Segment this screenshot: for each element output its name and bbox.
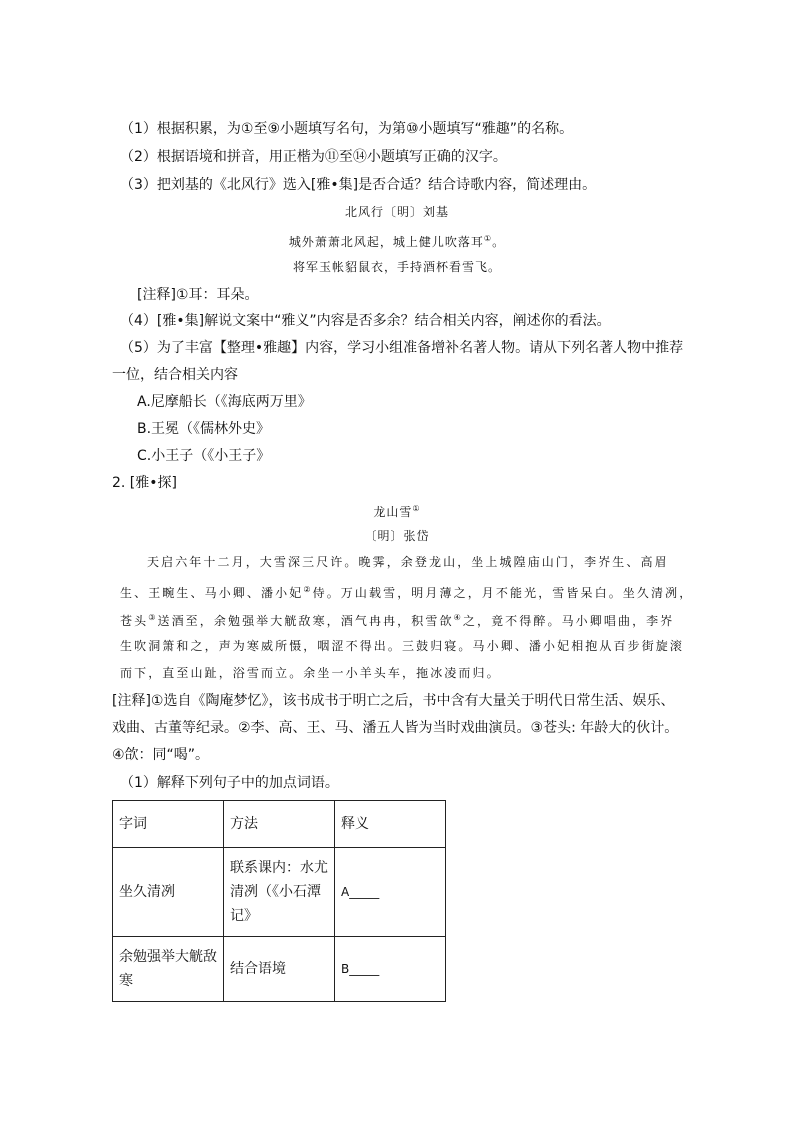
q1-item-5-cont: 一位，结合相关内容 [112, 367, 238, 383]
table-header: 释义 [335, 801, 446, 848]
q2-sub-1: （1）解释下列句子中的加点词语。 [120, 775, 339, 791]
table-header-row [113, 801, 446, 848]
notes-line-2: 戏曲、古董等纪录。②李、高、王、马、潘五人皆为当时戏曲演员。③苍头: 年龄大的伙计。 [112, 720, 679, 736]
q1-item-4: （4）[雅•集]解说文案中“雅义”内容是否多余？结合相关内容，阐述你的看法。 [120, 313, 611, 329]
prose-line-4: 生吹洞箫和之，声为寒威所慑，咽涩不得出。三鼓归寝。马小卿、潘小妃相抱从百步街旋滚 [120, 639, 685, 653]
option-b: B.王冕（《儒林外史》 [137, 421, 271, 437]
poem-note: [注释]①耳：耳朵。 [137, 287, 259, 303]
q1-item-3: （3）把刘基的《北风行》选入[雅•集]是否合适？结合诗歌内容，简述理由。 [120, 177, 597, 193]
notes-line-3: ④欱：同“喝”。 [112, 747, 210, 763]
poem-title: 北风行〔明〕刘基 [344, 205, 449, 219]
poem-line-1: 城外萧萧北风起，城上健儿吹落耳①。 [288, 234, 506, 249]
table-header: 方法 [224, 801, 335, 848]
q2-heading: 2. [雅•探] [112, 475, 177, 491]
prose-line-3: 苍头③送酒至，余勉强举大觥敌寒，酒气冉冉，积雪欱④之，竟不得醉。马小卿唱曲，李岕 [120, 613, 675, 628]
answer-blank-b[interactable]: B_____ [335, 937, 446, 1002]
q1-item-2: （2）根据语境和拼音，用正楷为⑪至⑭小题填写正确的汉字。 [120, 149, 507, 165]
footnote-ref: ① [483, 234, 493, 243]
table-row [113, 848, 446, 937]
table-cell-method: 结合语境 [224, 937, 335, 1002]
table-cell-method: 联系课内：水尤清冽（《小石潭记》 [224, 848, 335, 937]
answer-blank-a[interactable]: A_____ [335, 848, 446, 937]
q1-item-5: （5）为了丰富【整理•雅趣】内容，学习小组准备增补名著人物。请从下列名著人物中推荐 [120, 340, 684, 356]
option-c: C.小王子（《小王子》 [137, 448, 271, 464]
table-row [113, 937, 446, 1002]
table-cell-word: 余勉强举大觥敌寒 [113, 937, 224, 1002]
prose-line-5: 而下，直至山趾，浴雪而立。余坐一小羊头车，拖冰凌而归。 [120, 666, 501, 680]
essay-author: 〔明〕张岱 [364, 529, 430, 543]
poem-line-2: 将军玉帐貂鼠衣，手持酒杯看雪飞。 [292, 260, 501, 274]
prose-line-1: 天启六年十二月，大雪深三尺许。晚霁，余登龙山，坐上城隍庙山门，李岕生、高眉 [147, 555, 669, 569]
notes-line-1: [注释]①选自《陶庵梦忆》，该书成书于明亡之后，书中含有大量关于明代日常生活、娱乐、 [112, 693, 675, 709]
option-a: A.尼摩船长（《海底两万里》 [137, 394, 312, 410]
essay-title: 龙山雪① [373, 504, 421, 519]
footnote-ref: ① [412, 504, 421, 513]
table-cell-word: 坐久清冽 [113, 848, 224, 937]
table-header: 字词 [113, 801, 224, 848]
answer-table [112, 800, 446, 1002]
q1-item-1: （1）根据积累，为①至⑨小题填写名句，为第⑩小题填写“雅趣”的名称。 [120, 121, 574, 137]
prose-line-2: 生、王畹生、马小卿、潘小妃②侍。万山载雪，明月薄之，月不能光，雪皆呆白。坐久清冽， [120, 585, 694, 600]
